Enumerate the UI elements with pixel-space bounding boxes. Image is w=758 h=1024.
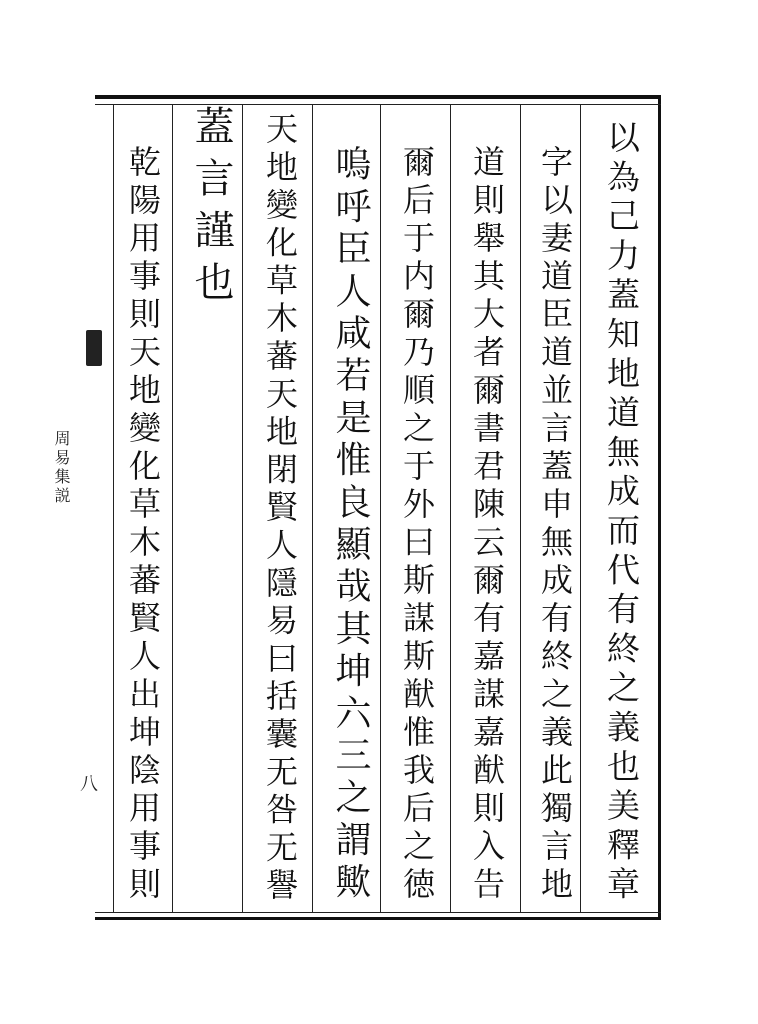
column-rule bbox=[380, 104, 381, 912]
text-column-3: 道則舉其大者爾書君陳云爾有嘉謀嘉猷則入告 bbox=[468, 145, 506, 905]
fishtail-mark bbox=[86, 330, 102, 366]
text-column-2: 字以妻道臣道並言蓋申無成有終之義此獨言地 bbox=[536, 145, 574, 905]
column-rule bbox=[172, 104, 173, 912]
column-rule bbox=[450, 104, 451, 912]
column-rule bbox=[113, 104, 114, 912]
column-rule bbox=[312, 104, 313, 912]
text-column-5: 嗚呼臣人咸若是惟良顯哉其坤六三之謂歟 bbox=[330, 145, 371, 905]
text-column-4: 爾后于内爾乃順之于外曰斯謀斯猷惟我后之徳 bbox=[398, 145, 436, 905]
text-column-6: 天地變化草木蕃天地閉賢人隱易曰括囊无咎无譽 bbox=[261, 112, 299, 906]
frame-inner-bottom-rule bbox=[95, 912, 661, 913]
text-column-7: 蓋言謹也 bbox=[188, 105, 234, 313]
column-rule bbox=[242, 104, 243, 912]
frame-inner-top-rule bbox=[95, 104, 661, 105]
book-title: 周易集説 bbox=[52, 430, 71, 506]
page-number: 八 bbox=[80, 774, 98, 795]
text-column-1: 以為己力蓋知地道無成而代有終之義也美釋章 bbox=[602, 120, 641, 906]
column-rule bbox=[580, 104, 581, 912]
text-column-8: 乾陽用事則天地變化草木蕃賢人出坤陰用事則 bbox=[124, 145, 162, 905]
column-rule bbox=[520, 104, 521, 912]
